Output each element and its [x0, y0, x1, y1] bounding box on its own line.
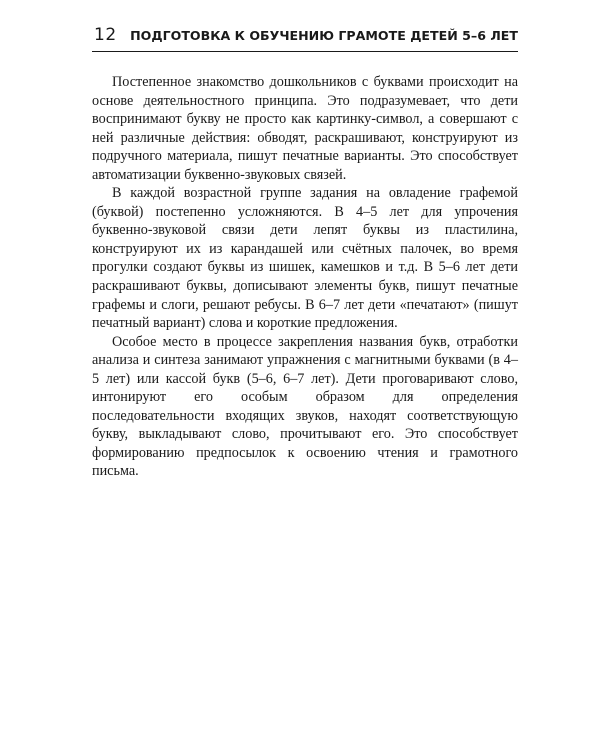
page-number: 12	[94, 25, 117, 45]
body-text	[92, 73, 518, 481]
page-header	[92, 24, 518, 52]
paragraph-2: В каждой возрастной группе задания на овладение графемой (буквой) постепенно усложняются. В 4–5 лет для упрочения буквенно-звуковой связи дети лепят буквы из пластилина, конструируют их из карандашей или счётных палочек, во время прогулки создают буквы из шишек, камешков и т.д. В 5–6 лет дети раскрашивают буквы, дописывают элементы букв, пишут печатные графемы и слоги, решают ребусы. В 6–7 лет дети «печатают» (пишут печатный вариант) слова и короткие предложения.	[92, 185, 518, 332]
paragraph-3: Особое место в процессе закрепления названия букв, отработки анализа и синтеза занимают упражнения с магнитными буквами (в 4–5 лет) или кассой букв (5–6, 6–7 лет). Дети проговаривают слово, интонируют его особым образом для определения последовательности входящих звуков, находят соответствующую букву, выкладывают слово, прочитывают его. Это способствует формированию предпосылок к освоению чтения и грамотного письма.	[92, 333, 518, 480]
paragraph-1: Постепенное знакомство дошкольников с буквами происходит на основе деятельностного принципа. Это подразумевает, что дети воспринимают букву не просто как картинку-символ, а совершают с ней различные действия: обводят, раскрашивают, конструируют из подручного материала, пишут печатные варианты. Это способствует автоматизации буквенно-звуковых связей.	[92, 74, 518, 183]
running-title: ПОДГОТОВКА К ОБУЧЕНИЮ ГРАМОТЕ ДЕТЕЙ 5–6 ЛЕТ	[130, 28, 518, 43]
